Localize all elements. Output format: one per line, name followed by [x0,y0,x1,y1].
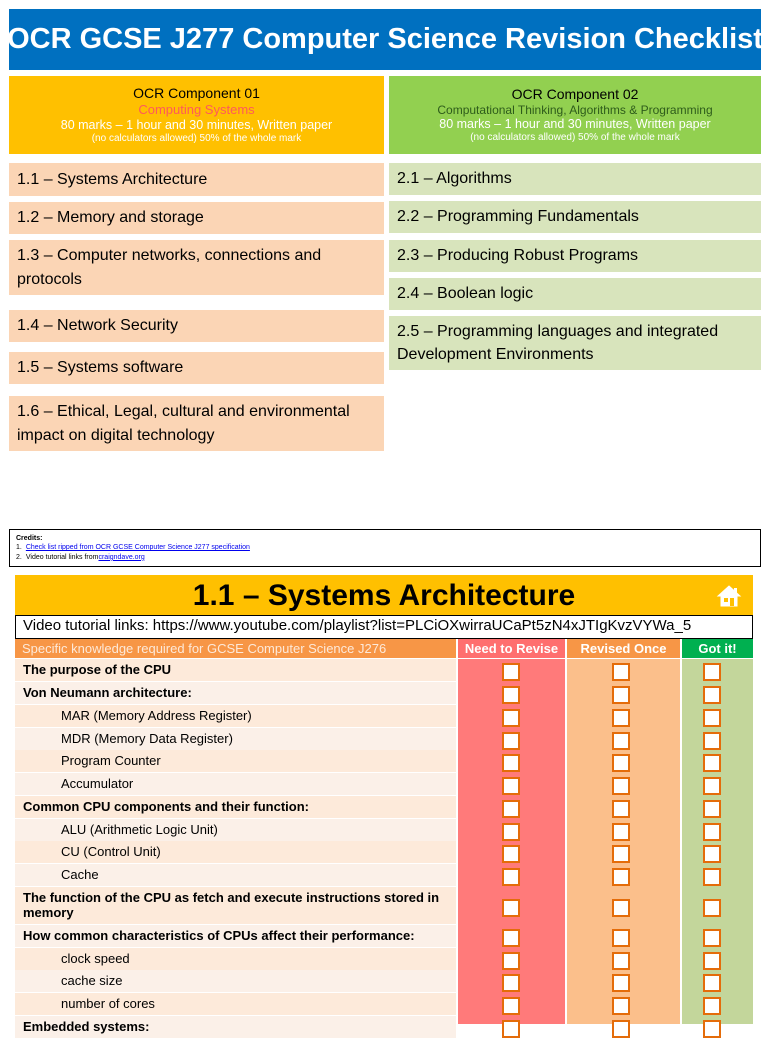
revised-once-checkbox[interactable] [612,899,630,917]
checklist-row-label: Accumulator [15,773,456,795]
credit-num: 2. [16,553,22,561]
got-it-checkbox[interactable] [703,1020,721,1038]
need-to-revise-checkbox[interactable] [502,868,520,886]
need-to-revise-checkbox[interactable] [502,997,520,1015]
topic-link-1-1[interactable]: 1.1 – Systems Architecture [9,163,384,196]
got-it-checkbox[interactable] [703,800,721,818]
component-marks: 80 marks – 1 hour and 30 minutes, Written paper [60,117,333,132]
got-it-checkbox[interactable] [703,974,721,992]
component-note: (no calculators allowed) 50% of the whole mark [470,132,680,144]
need-to-revise-checkbox[interactable] [502,1020,520,1038]
need-to-revise-header: Need to Revise [458,639,565,658]
revised-once-checkbox[interactable] [612,997,630,1015]
revised-once-checkbox[interactable] [612,929,630,947]
need-to-revise-checkbox[interactable] [502,686,520,704]
component-note: (no calculators allowed) 50% of the whole mark [91,132,302,144]
got-it-checkbox[interactable] [703,777,721,795]
got-it-checkbox[interactable] [703,868,721,886]
need-to-revise-checkbox[interactable] [502,777,520,795]
checklist-row-label: How common characteristics of CPUs affect their performance: [15,925,456,947]
need-to-revise-checkbox[interactable] [502,823,520,841]
checklist-row-label: Embedded systems: [15,1016,456,1038]
need-to-revise-checkbox[interactable] [502,929,520,947]
checklist-row-label: MAR (Memory Address Register) [15,705,456,727]
credits-label: Credits: [16,535,43,542]
checklist-row-label: cache size [15,970,456,992]
got-it-checkbox[interactable] [703,845,721,863]
section-title [15,575,753,617]
revised-once-checkbox[interactable] [612,754,630,772]
video-tutorial-links[interactable]: Video tutorial links: https://www.youtube.com/playlist?list=PLCiOXwirraUCaPt5zN4xJTIgKvzVYWa_5 [15,615,753,639]
checklist-row-label: CU (Control Unit) [15,841,456,863]
got-it-checkbox[interactable] [703,754,721,772]
topic-link-2-2[interactable]: 2.2 – Programming Fundamentals [389,201,761,233]
got-it-checkbox[interactable] [703,899,721,917]
need-to-revise-checkbox[interactable] [502,974,520,992]
need-to-revise-checkbox[interactable] [502,845,520,863]
topic-link-2-5[interactable]: 2.5 – Programming languages and integrated Development Environments [389,316,761,370]
topic-link-1-6[interactable]: 1.6 – Ethical, Legal, cultural and environmental impact on digital technology [9,396,384,451]
topic-link-1-2[interactable]: 1.2 – Memory and storage [9,202,384,234]
need-to-revise-checkbox[interactable] [502,952,520,970]
revised-once-checkbox[interactable] [612,732,630,750]
revised-once-checkbox[interactable] [612,952,630,970]
got-it-checkbox[interactable] [703,663,721,681]
component-02-header [389,76,761,154]
checklist-row-label: Von Neumann architecture: [15,682,456,704]
need-to-revise-checkbox[interactable] [502,800,520,818]
topic-link-2-4[interactable]: 2.4 – Boolean logic [389,278,761,310]
component-subtitle: Computing Systems [138,102,255,118]
need-to-revise-checkbox[interactable] [502,732,520,750]
credit-line [16,553,754,562]
credit-num: 1. [16,544,22,552]
need-to-revise-checkbox[interactable] [502,899,520,917]
checklist-row-label: The purpose of the CPU [15,659,456,681]
checklist-row-label: MDR (Memory Data Register) [15,728,456,750]
checklist-row-label: The function of the CPU as fetch and execute instructions stored in memory [15,887,456,924]
revised-once-checkbox[interactable] [612,663,630,681]
component-marks: 80 marks – 1 hour and 30 minutes, Written paper [439,117,711,132]
spec-header: Specific knowledge required for GCSE Computer Science J276 [15,639,456,658]
got-it-checkbox[interactable] [703,929,721,947]
topic-link-1-4[interactable]: 1.4 – Network Security [9,310,384,342]
got-it-checkbox[interactable] [703,732,721,750]
checklist-row-label: Common CPU components and their function: [15,796,456,818]
component-title: OCR Component 02 [511,85,639,102]
page-title: OCR GCSE J277 Computer Science Revision Checklist [9,9,761,70]
revised-once-checkbox[interactable] [612,709,630,727]
topic-link-1-3[interactable]: 1.3 – Computer networks, connections and protocols [9,240,384,295]
home-icon[interactable] [717,585,741,607]
topic-link-2-3[interactable]: 2.3 – Producing Robust Programs [389,240,761,272]
component-01-header [9,76,384,154]
revised-once-checkbox[interactable] [612,823,630,841]
got-it-checkbox[interactable] [703,997,721,1015]
craigndave-link[interactable]: craigndave.org [98,553,145,561]
revised-once-checkbox[interactable] [612,974,630,992]
got-it-checkbox[interactable] [703,686,721,704]
checklist-row-label: ALU (Arithmetic Logic Unit) [15,819,456,841]
section-title-text: 1.1 – Systems Architecture [192,579,576,612]
revised-once-checkbox[interactable] [612,1020,630,1038]
need-to-revise-checkbox[interactable] [502,663,520,681]
checklist-row-label: number of cores [15,993,456,1015]
topic-link-1-5[interactable]: 1.5 – Systems software [9,352,384,384]
revised-once-header: Revised Once [567,639,680,658]
checklist-row-label: clock speed [15,948,456,970]
revised-once-checkbox[interactable] [612,800,630,818]
topic-link-2-1[interactable]: 2.1 – Algorithms [389,163,761,195]
revised-once-checkbox[interactable] [612,845,630,863]
spec-link[interactable]: Check list ripped from OCR GCSE Computer Science J277 specification [25,544,250,552]
component-title: OCR Component 01 [133,85,260,102]
got-it-header: Got it! [682,639,753,658]
checklist-row-label: Program Counter [15,750,456,772]
got-it-checkbox[interactable] [703,823,721,841]
need-to-revise-checkbox[interactable] [502,709,520,727]
credit-line [16,543,754,552]
revised-once-checkbox[interactable] [612,868,630,886]
credit-prefix: Video tutorial links from [25,553,99,561]
revised-once-checkbox[interactable] [612,686,630,704]
credits-box [9,529,761,567]
checklist-row-label: Cache [15,864,456,886]
got-it-checkbox[interactable] [703,952,721,970]
got-it-checkbox[interactable] [703,709,721,727]
revised-once-checkbox[interactable] [612,777,630,795]
component-subtitle: Computational Thinking, Algorithms & Programming [437,102,713,117]
need-to-revise-checkbox[interactable] [502,754,520,772]
